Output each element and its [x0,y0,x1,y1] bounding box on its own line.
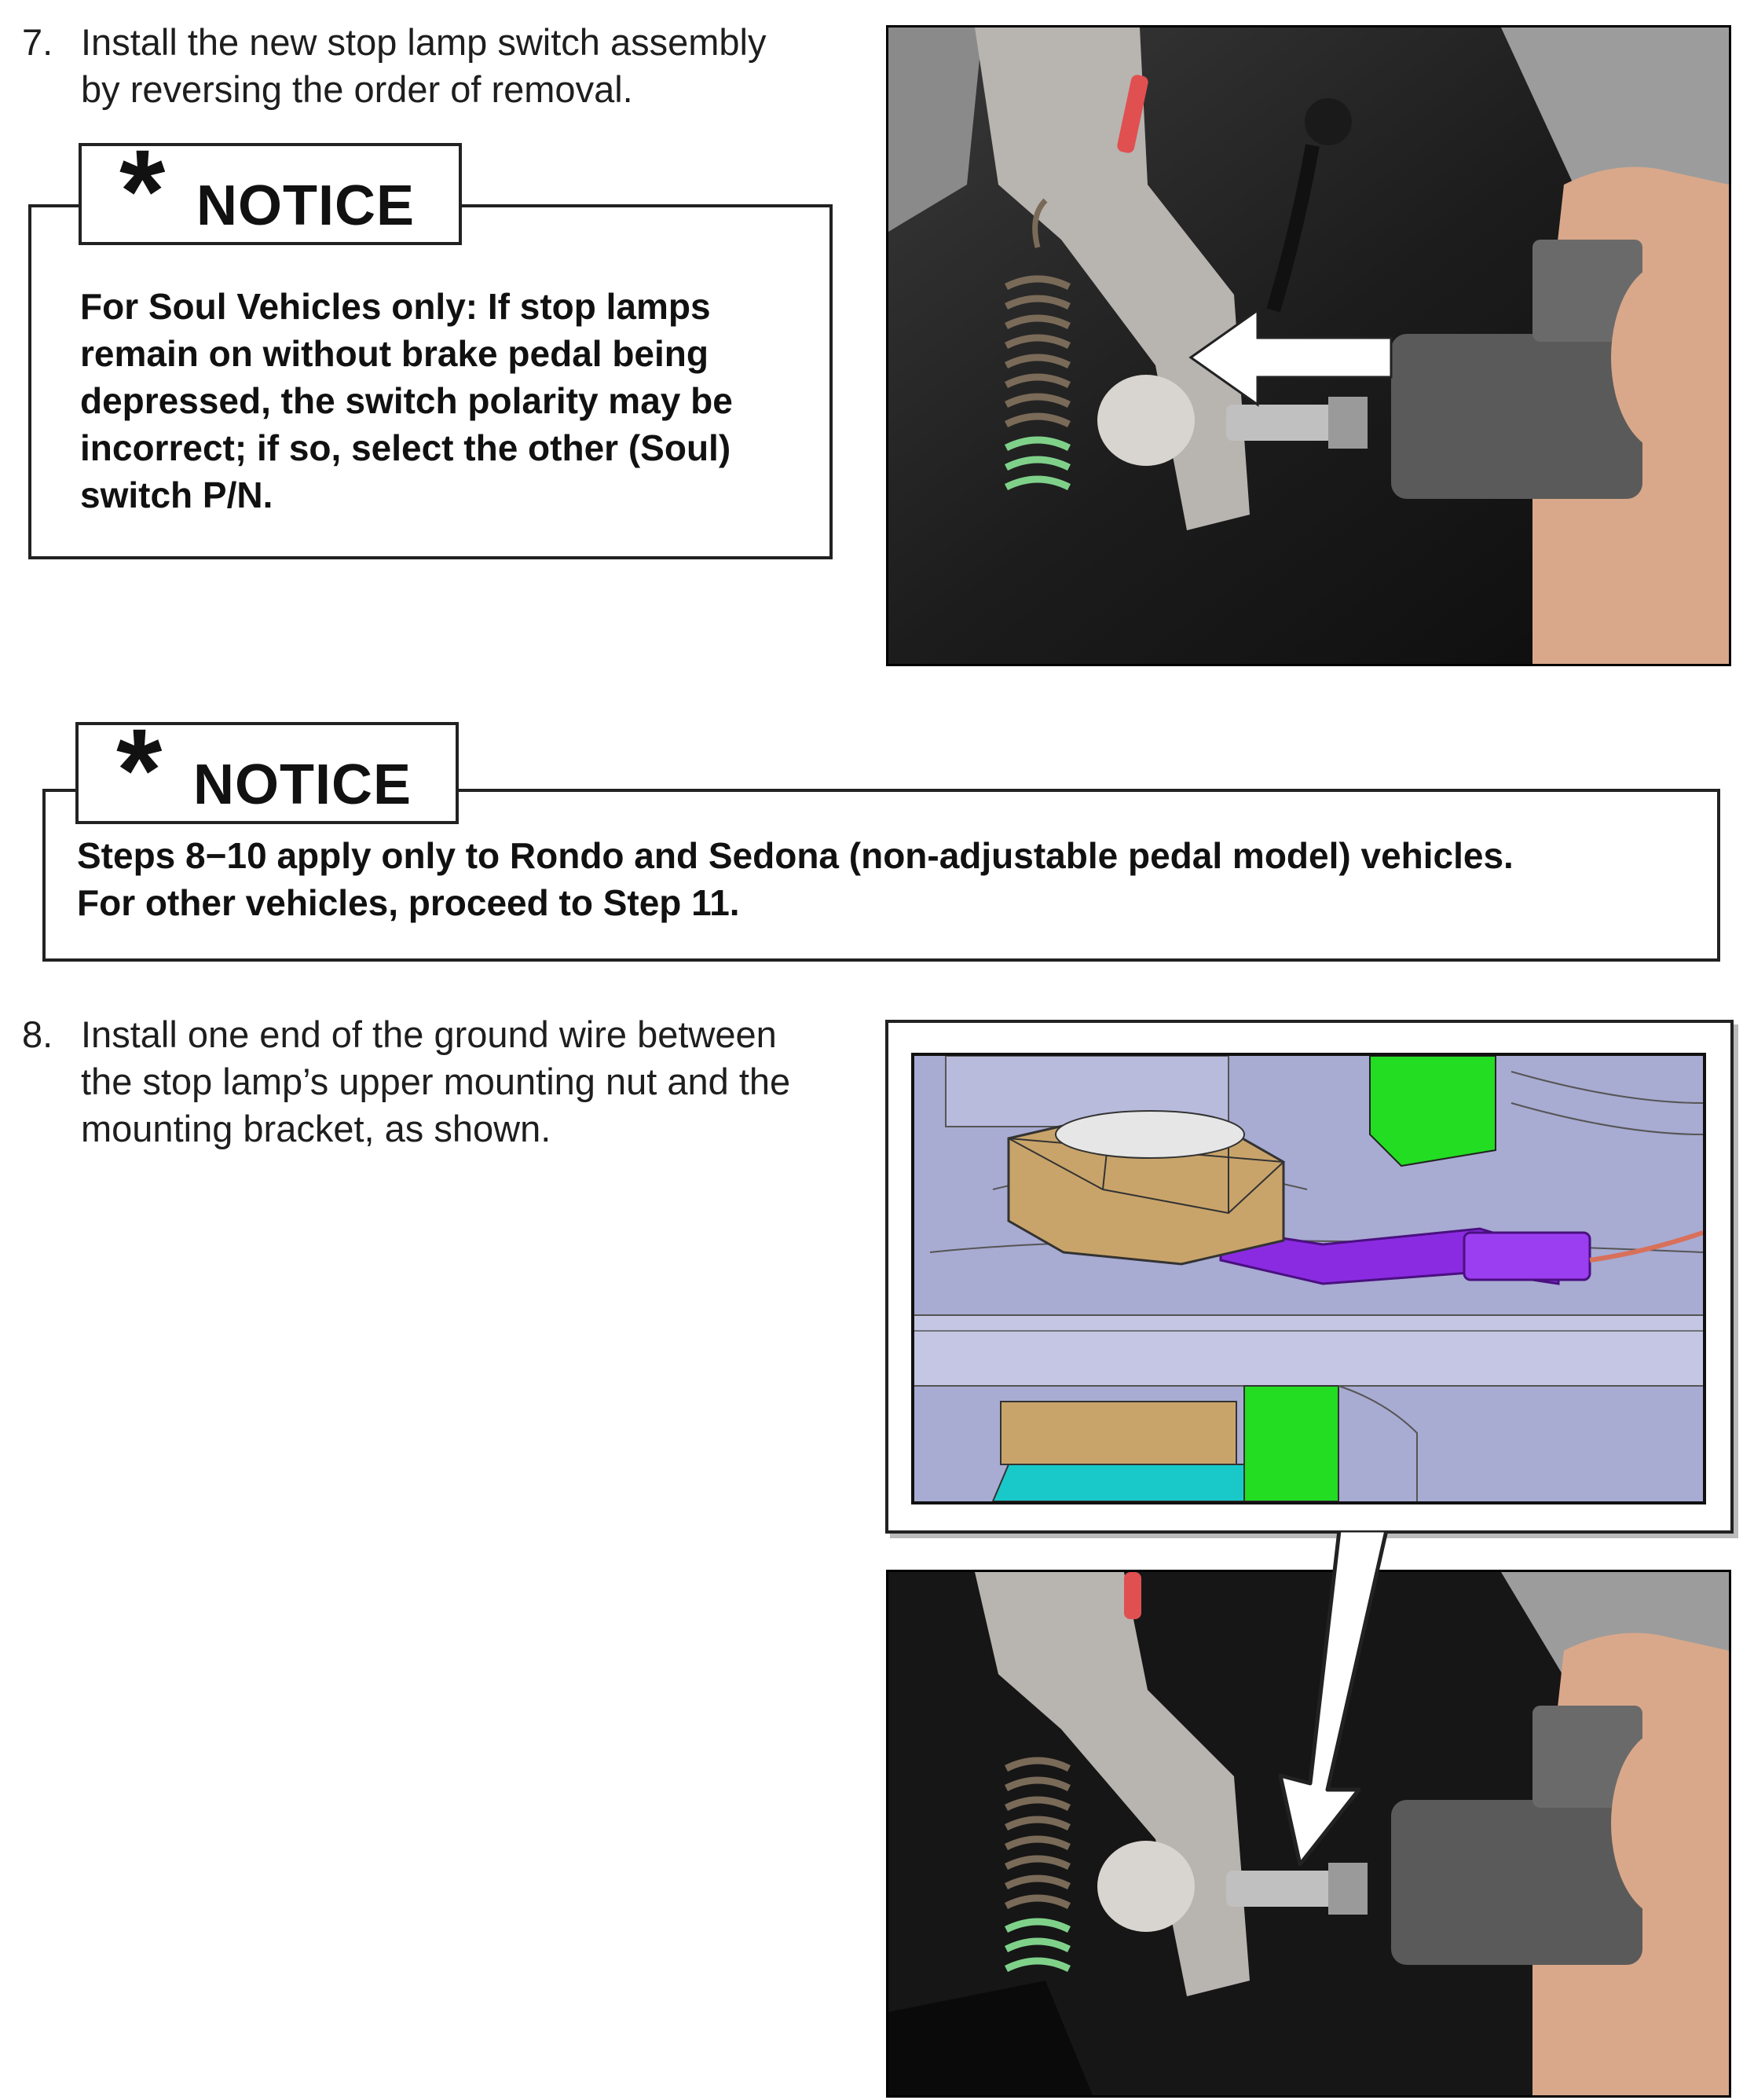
notice-tab [75,704,459,836]
callout-arrow [1241,1530,1398,1868]
asterisk-icon: * [116,704,163,836]
step-text: Install the new stop lamp switch assembly by reversing the order of removal. [81,21,767,110]
notice-heading: NOTICE [193,753,412,816]
notice-tab [79,125,462,257]
step-number: 8. [22,1013,53,1055]
notice-heading: NOTICE [196,174,416,237]
asterisk-icon: * [119,125,166,257]
cad-ground-wire-diagram [911,1053,1706,1504]
notice-text-soul: For Soul Vehicles only: If stop lamps remain on without brake pedal being depressed, the switch polarity may be incorrect; if so, select the other (Soul) switch P/N. [80,286,733,515]
step-text: Install one end of the ground wire between the stop lamp’s upper mounting nut and the mounting bracket, as shown. [81,1013,791,1149]
stop-lamp-switch-photo [886,25,1731,666]
notice-text-rondo-sedona: Steps 8−10 apply only to Rondo and Sedona (non-adjustable pedal model) vehicles. For other vehicles, proceed to Step 11. [77,835,1514,923]
step-8 [22,1011,886,1160]
step-number: 7. [22,21,53,63]
step-7 [22,19,855,121]
